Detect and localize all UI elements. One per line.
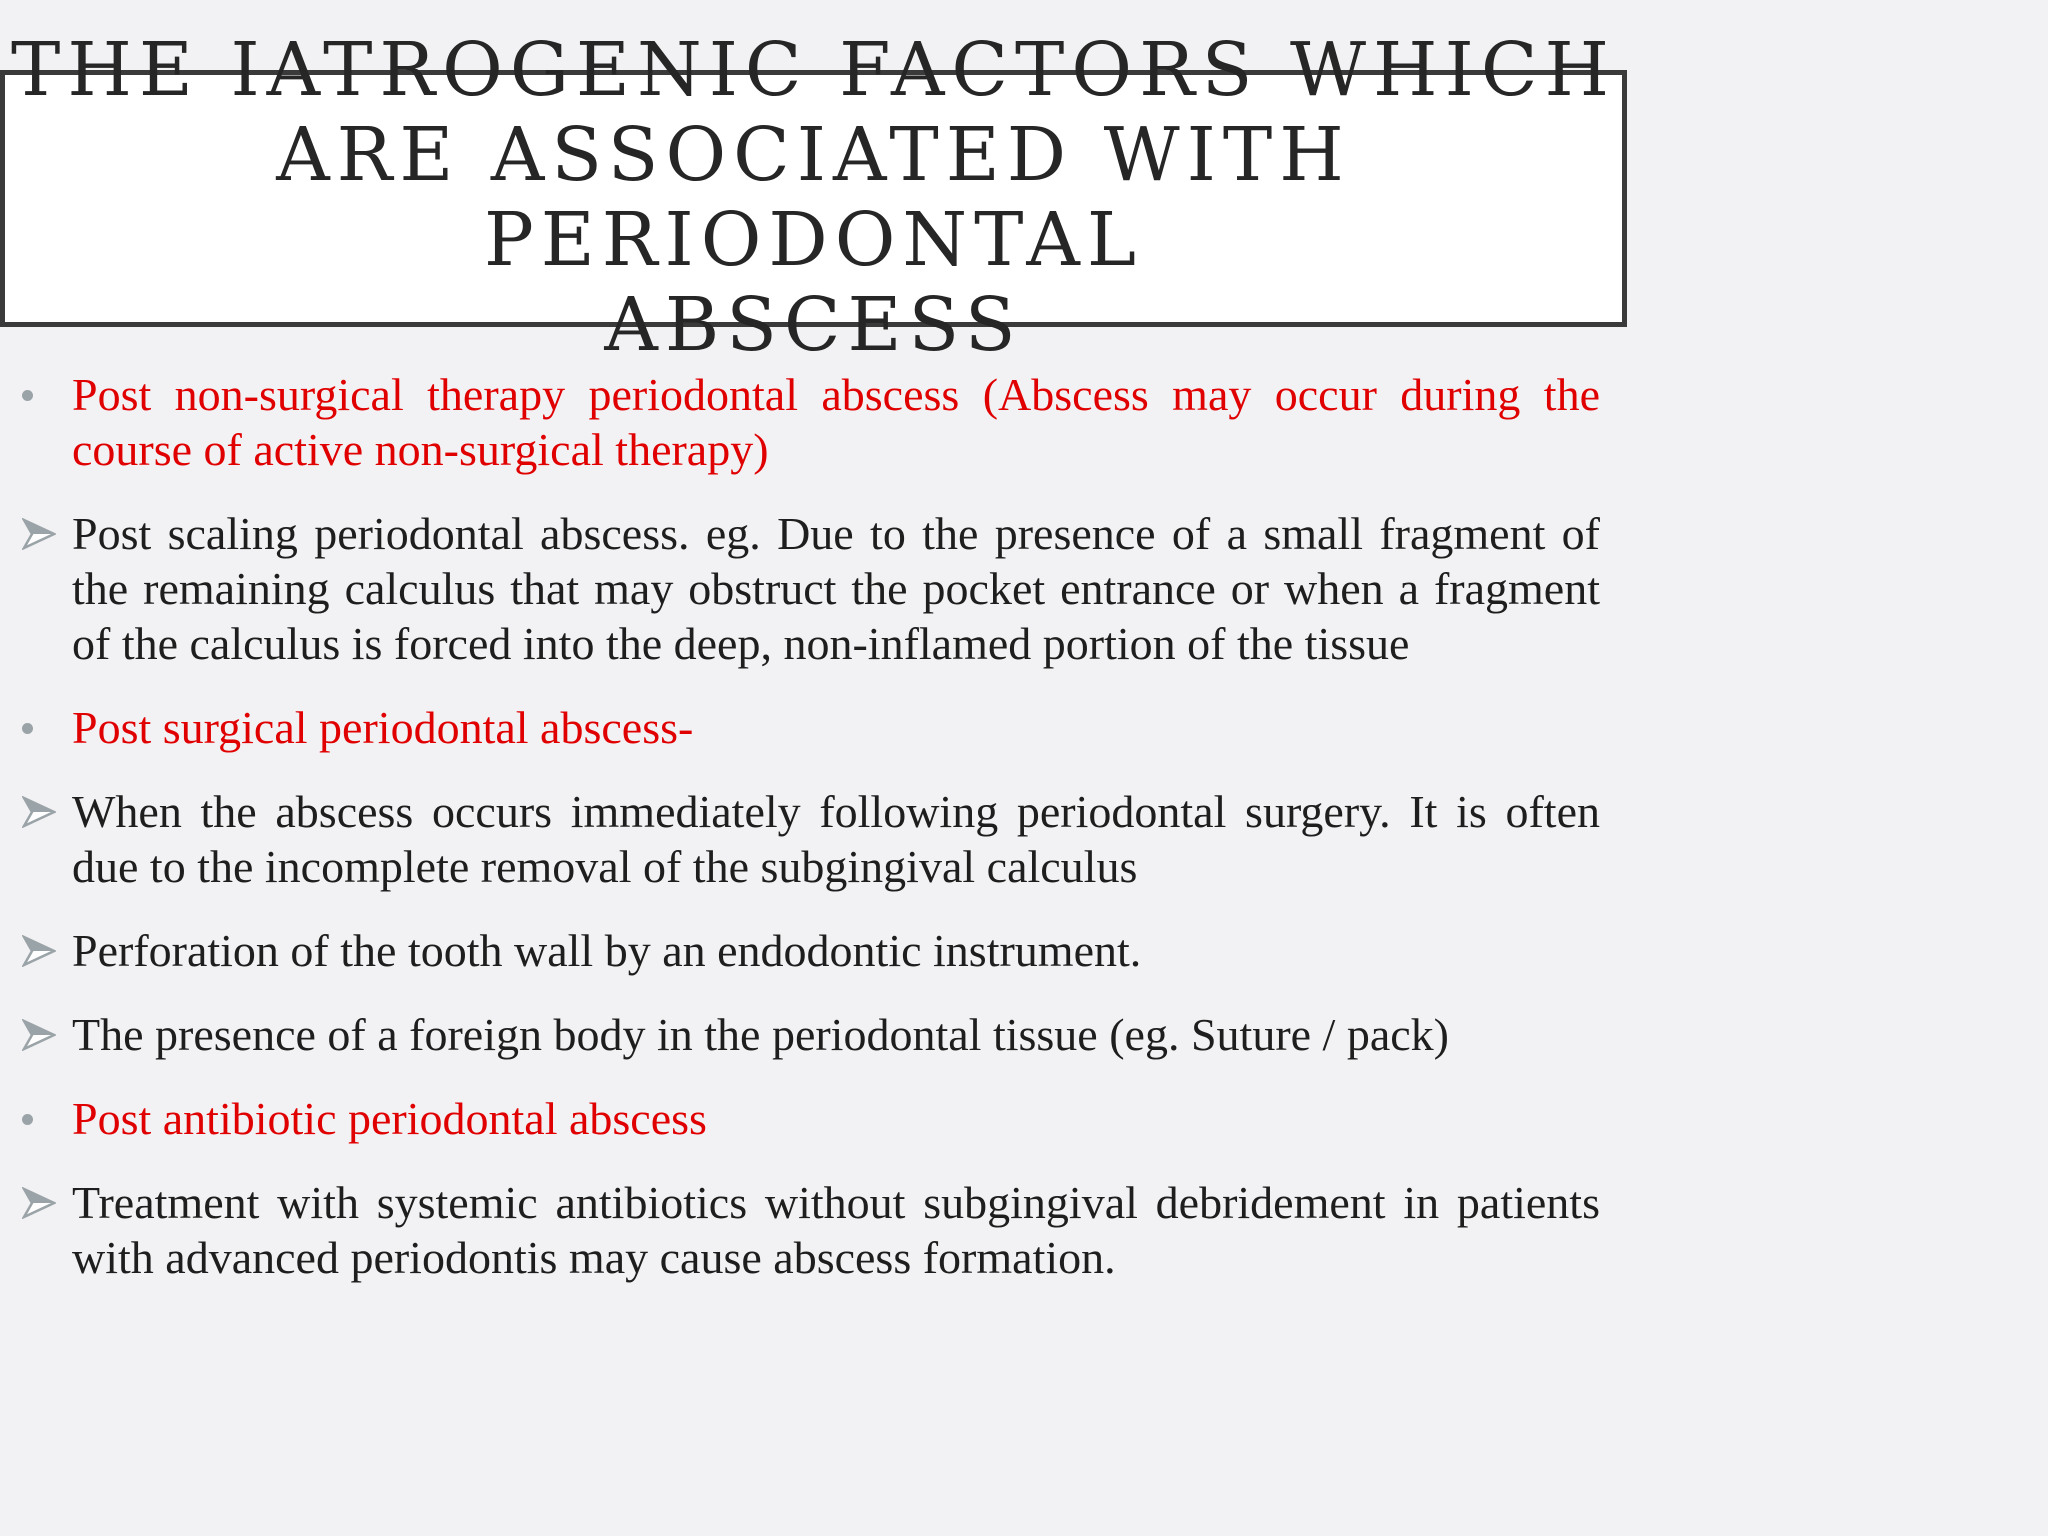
item-text: When the abscess occurs immediately following periodontal surgery. It is often due to the incomplete removal of the subgingival calculus <box>72 786 1600 892</box>
item-text: Post non-surgical therapy periodontal abscess (Abscess may occur during the course of active non-surgical therapy) <box>72 369 1600 475</box>
title-line-2: ARE ASSOCIATED WITH <box>276 112 1351 198</box>
bullet-dot-icon <box>22 723 33 734</box>
list-item <box>0 506 1600 671</box>
list-item <box>0 784 1600 894</box>
arrow-bullet-icon <box>22 518 56 550</box>
list-item <box>0 1007 1600 1062</box>
list-item <box>0 1175 1600 1285</box>
item-text: Treatment with systemic antibiotics without subgingival debridement in patients with advanced periodontis may cause abscess formation. <box>72 1177 1600 1283</box>
item-text: The presence of a foreign body in the periodontal tissue (eg. Suture / pack) <box>72 1009 1449 1060</box>
arrow-bullet-icon <box>22 1187 56 1219</box>
arrow-bullet-icon <box>22 935 56 967</box>
bullet-dot-icon <box>22 390 33 401</box>
list-item <box>0 1091 1600 1146</box>
bullet-list <box>0 367 1600 1314</box>
arrow-bullet-icon <box>22 796 56 828</box>
list-item <box>0 923 1600 978</box>
title-line-4: ABSCESS <box>604 282 1023 368</box>
title-line-1: THE IATROGENIC FACTORS WHICH <box>11 27 1616 113</box>
item-text: Post scaling periodontal abscess. eg. Due to the presence of a small fragment of the remaining calculus that may obstruct the pocket entrance or when a fragment of the calculus is forced into the deep, non-inflamed portion of the tissue <box>72 508 1600 669</box>
item-text: Perforation of the tooth wall by an endodontic instrument. <box>72 925 1142 976</box>
arrow-bullet-icon <box>22 1019 56 1051</box>
list-item <box>0 700 1600 755</box>
item-text: Post antibiotic periodontal abscess <box>72 1093 707 1144</box>
list-item <box>0 367 1600 477</box>
slide-title <box>0 28 1627 368</box>
bullet-dot-icon <box>22 1114 33 1125</box>
item-text: Post surgical periodontal abscess- <box>72 702 694 753</box>
title-line-3: PERIODONTAL <box>483 197 1144 283</box>
